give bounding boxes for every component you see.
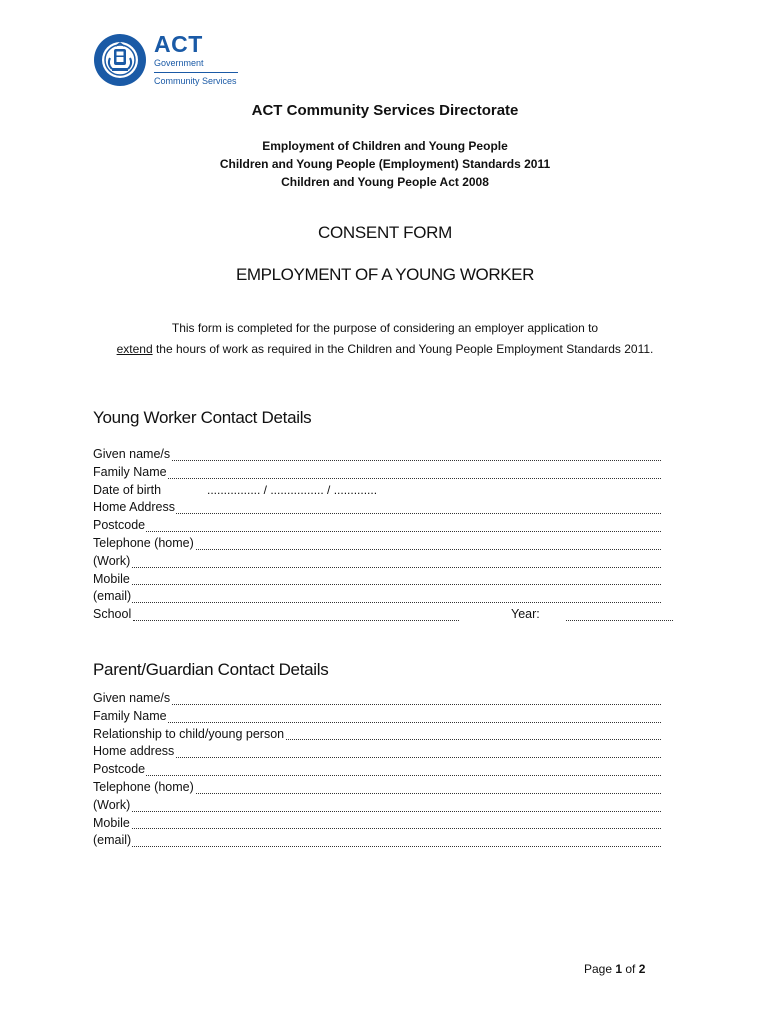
field-label: Home Address [93,500,175,515]
field-label: School [93,607,132,622]
yw-family-name-field[interactable] [93,464,661,482]
fill-line [93,602,661,603]
parent-guardian-fields [93,690,661,850]
logo-community-services-text: Community Services [154,76,237,86]
logo-government-text: Government [154,58,204,68]
field-label: Mobile [93,815,130,830]
pg-given-name-field[interactable] [93,690,661,708]
fill-line [93,584,661,585]
pg-telephone-home-field[interactable] [93,779,661,797]
dob-placeholder: ................ / ................ / ............. [207,482,378,497]
pg-mobile-field[interactable] [93,815,661,833]
fill-line [93,567,661,568]
year-label: Year: [511,607,540,622]
field-label: Postcode [93,762,146,777]
field-label: Mobile [93,571,130,586]
pg-home-address-field[interactable] [93,743,661,761]
yw-date-of-birth-field[interactable] [93,482,661,500]
fill-line [93,460,661,461]
fill-line [133,620,459,621]
field-label: (Work) [93,553,131,568]
pg-family-name-field[interactable] [93,708,661,726]
intro-extend-word: extend [116,342,153,356]
fill-line [93,757,661,758]
yw-telephone-home-field[interactable] [93,535,661,553]
yw-school-field[interactable] [93,606,673,624]
fill-line [93,704,661,705]
pg-relationship-field[interactable] [93,726,661,744]
intro-line-1: This form is completed for the purpose of considering an employer application to [171,321,599,335]
young-worker-heading: Young Worker Contact Details [93,408,312,427]
legislation-line: Employment of Children and Young People [262,139,508,153]
legislation-line: Children and Young People (Employment) Standards 2011 [219,157,551,171]
fill-line [93,828,661,829]
pg-email-field[interactable] [93,832,661,850]
yw-email-field[interactable] [93,588,661,606]
field-label: (email) [93,589,132,604]
act-crest-icon [92,32,148,88]
logo-act-text: ACT [154,31,203,57]
form-subtitle: EMPLOYMENT OF A YOUNG WORKER [235,265,534,284]
directorate-title: ACT Community Services Directorate [251,102,519,119]
intro-line-2 [0,339,770,360]
pg-work-field[interactable] [93,797,661,815]
fill-line [93,846,661,847]
field-label: Date of birth [93,482,162,497]
form-title: CONSENT FORM [318,223,452,242]
field-label: Postcode [93,518,146,533]
year-fill-line[interactable] [566,620,673,621]
page-word: Page [584,962,616,976]
young-worker-fields [93,446,661,624]
parent-guardian-heading: Parent/Guardian Contact Details [93,660,329,679]
field-label: (email) [93,833,132,848]
field-label: Family Name [93,708,167,723]
field-label: (Work) [93,797,131,812]
field-label: Given name/s [93,447,171,461]
intro-paragraph [0,318,770,360]
page-number [584,962,645,976]
fill-line [93,513,661,514]
field-label: Family Name [93,464,167,479]
fill-line [93,531,661,532]
of-word: of [622,962,639,976]
yw-home-address-field[interactable] [93,499,661,517]
fill-line [93,722,661,723]
fill-line [93,811,661,812]
yw-work-field[interactable] [93,553,661,571]
yw-mobile-field[interactable] [93,571,661,589]
legislation-line: Children and Young People Act 2008 [281,175,489,189]
pg-postcode-field[interactable] [93,761,661,779]
yw-given-name-field[interactable] [93,446,661,464]
page-current: 1 [615,962,623,976]
page-total: 2 [638,962,646,976]
yw-postcode-field[interactable] [93,517,661,535]
logo-divider [154,72,238,73]
fill-line [93,775,661,776]
fill-line [93,478,661,479]
field-label: Telephone (home) [93,779,194,794]
field-label: Relationship to child/young person [93,726,285,741]
intro-line-2-text: the hours of work as required in the Children and Young People Employment Standards 2011. [152,342,654,356]
field-label: Given name/s [93,691,171,705]
legislation-list [0,137,770,191]
field-label: Home address [93,744,175,759]
act-government-logo [92,32,242,88]
field-label: Telephone (home) [93,535,194,550]
logo-wordmark [154,32,238,87]
